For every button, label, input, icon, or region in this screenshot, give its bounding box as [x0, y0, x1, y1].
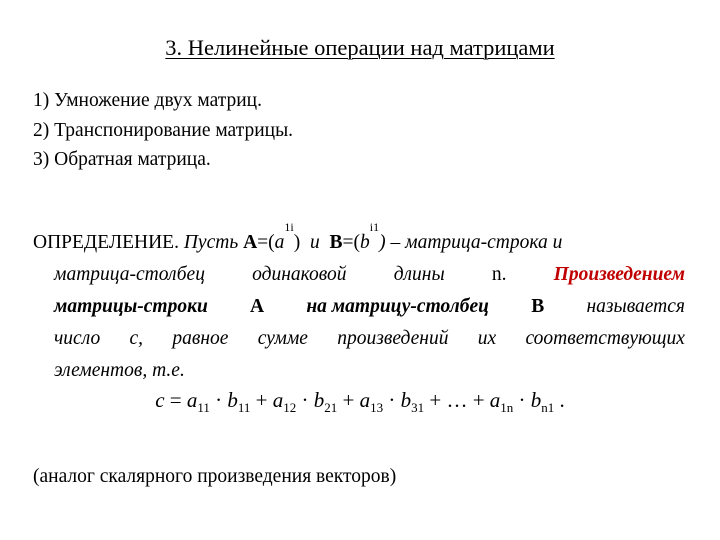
word: соответствующих: [525, 328, 685, 349]
formula-plus: +: [467, 388, 490, 412]
word: число: [54, 328, 101, 349]
product-term: Произведением: [553, 264, 685, 285]
definition-line-5: [33, 355, 685, 387]
matrix-B-symbol: B: [329, 232, 343, 253]
word: матрицы-строки: [54, 296, 208, 317]
matrix-B-symbol: B: [531, 296, 545, 317]
word: их: [477, 328, 497, 349]
formula-sub: 11: [197, 400, 210, 415]
formula-b: b: [530, 388, 542, 412]
definition-block: [33, 220, 685, 387]
a-variable: a: [274, 232, 285, 253]
formula-sub: 11: [237, 400, 251, 415]
operations-list: [33, 86, 293, 175]
word: произведений: [337, 328, 449, 349]
formula-sub: n1: [541, 400, 555, 415]
formula-ellipsis: …: [446, 388, 468, 412]
b-subscript: i1: [369, 220, 380, 234]
formula-b: b: [313, 388, 325, 412]
formula-dot: ·: [209, 388, 228, 412]
formula-eq: =: [164, 388, 187, 412]
word: элементов, т.е.: [54, 360, 185, 381]
formula-sub: 1n: [500, 400, 514, 415]
n-symbol: n.: [491, 264, 507, 285]
formula-sub: 21: [324, 400, 338, 415]
definition-line-3: [33, 291, 685, 323]
formula-dot: ·: [513, 388, 531, 412]
word: называется: [586, 296, 685, 317]
definition-line-1: [33, 220, 685, 259]
let-word: Пусть: [183, 232, 239, 253]
eq-open: =(: [257, 232, 275, 253]
formula-sub: 12: [283, 400, 297, 415]
word: сумме: [257, 328, 308, 349]
formula-plus: +: [337, 388, 360, 412]
formula-dot: ·: [383, 388, 401, 412]
and-word: и: [310, 232, 320, 253]
formula-sub: 13: [370, 400, 384, 415]
formula-b: b: [400, 388, 412, 412]
formula-sub: 31: [411, 400, 425, 415]
title-text: 3. Нелинейные операции над матрицами: [165, 35, 555, 60]
dash-text: ) – матрица-строка и: [379, 232, 563, 253]
b-variable: b: [360, 232, 370, 253]
formula-a: a: [272, 388, 284, 412]
formula-b: b: [227, 388, 238, 412]
matrix-A-symbol: A: [243, 232, 258, 253]
definition-label: ОПРЕДЕЛЕНИЕ.: [33, 232, 179, 253]
close-paren: ): [293, 232, 301, 253]
formula-a: a: [186, 388, 198, 412]
word: матрица-столбец: [54, 264, 205, 285]
word: длины: [393, 264, 445, 285]
formula-plus: +: [250, 388, 273, 412]
word: на матрицу-столбец: [306, 296, 489, 317]
operation-item-3: 3) Обратная матрица.: [33, 149, 211, 170]
matrix-A-symbol: A: [250, 296, 265, 317]
definition-line-2: [33, 259, 685, 291]
definition-line-4: [33, 323, 685, 355]
formula-a: a: [489, 388, 501, 412]
formula-period: .: [554, 388, 565, 412]
operation-item-1: 1) Умножение двух матриц.: [33, 90, 262, 111]
formula-dot: ·: [296, 388, 314, 412]
c-symbol: c,: [129, 328, 144, 349]
eq-open-2: =(: [342, 232, 361, 253]
word: одинаковой: [252, 264, 347, 285]
formula-plus: +: [424, 388, 447, 412]
a-subscript: 1i: [284, 220, 294, 234]
formula-a: a: [359, 388, 371, 412]
slide-title: [0, 34, 720, 62]
word: равное: [172, 328, 229, 349]
operation-item-2: 2) Транспонирование матрицы.: [33, 119, 294, 141]
formula-c: c: [155, 388, 165, 412]
sum-formula: [0, 388, 720, 413]
analog-note: (аналог скалярного произведения векторов): [33, 466, 397, 487]
